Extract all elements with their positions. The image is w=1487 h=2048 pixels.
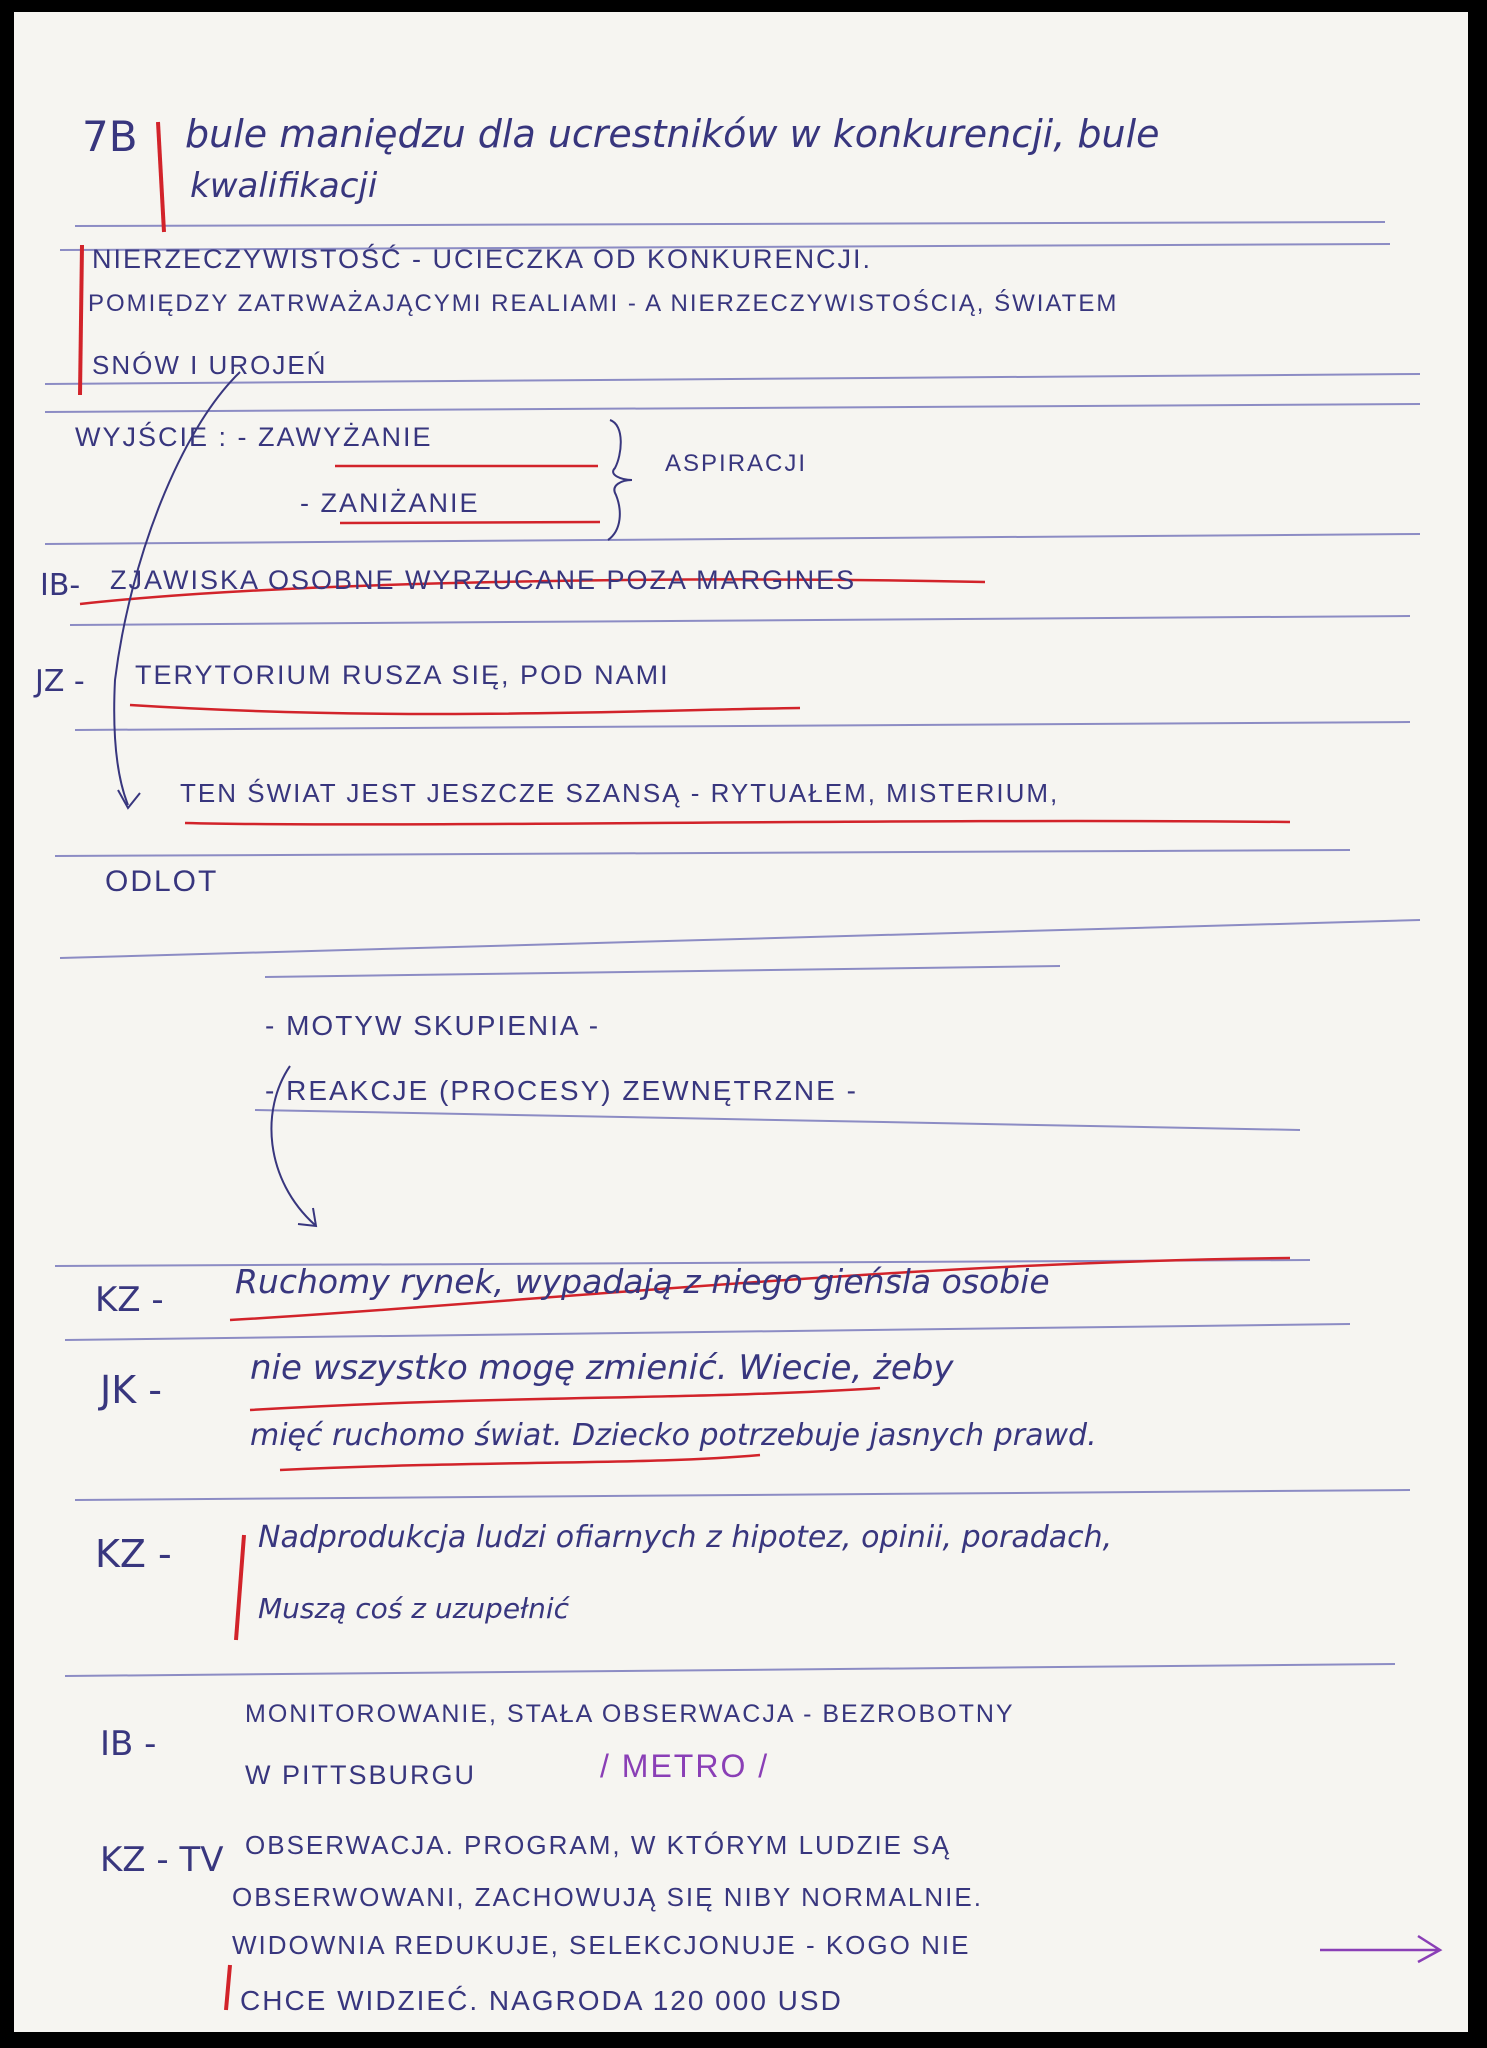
rule-line — [55, 850, 1350, 856]
note-line: MONITOROWANIE, STAŁA OBSERWACJA - BEZROBOTNY — [245, 1700, 1015, 1728]
note-line: SNÓW I UROJEŃ — [92, 350, 328, 380]
note-tag: IB- — [40, 568, 81, 603]
note-line: W PITTSBURGU — [245, 1760, 476, 1790]
rule-line — [65, 1324, 1350, 1340]
note-line: mięć ruchomo świat. Dziecko potrzebuje jasnych prawd. — [250, 1418, 1097, 1453]
metro-note: / METRO / — [600, 1748, 770, 1784]
red-underline — [280, 1455, 760, 1470]
red-margin-bar — [158, 122, 164, 232]
note-line: kwalifikacji — [190, 166, 378, 206]
note-tag: IB - — [100, 1724, 157, 1764]
note-line: OBSERWACJA. PROGRAM, W KTÓRYM LUDZIE SĄ — [245, 1830, 951, 1860]
rule-line — [45, 534, 1420, 544]
note-line: - REAKCJE (PROCESY) ZEWNĘTRZNE - — [265, 1075, 858, 1106]
note-line: TERYTORIUM RUSZA SIĘ, POD NAMI — [135, 660, 670, 690]
note-tag: 7B — [82, 112, 138, 161]
rule-line — [65, 1664, 1395, 1676]
note-line: nie wszystko mogę zmienić. Wiecie, żeby — [250, 1348, 954, 1388]
brace-label: ASPIRACJI — [665, 450, 808, 477]
arrow-head — [118, 790, 140, 808]
note-line: WYJŚCIE : - ZAWYŻANIE — [75, 422, 433, 452]
red-margin-bar — [236, 1535, 244, 1640]
note-tag: KZ - — [95, 1532, 172, 1576]
note-line: POMIĘDZY ZATRWAŻAJĄCYMI REALIAMI - A NIERZECZYWISTOŚCIĄ, ŚWIATEM — [88, 290, 1119, 317]
red-underline — [250, 1388, 880, 1410]
note-tag: KZ - TV — [100, 1840, 224, 1880]
red-margin-bar — [226, 1965, 230, 2010]
note-tag: JK - — [100, 1368, 162, 1412]
red-margin-bar — [80, 245, 82, 395]
rule-line — [70, 616, 1410, 625]
red-underline — [185, 821, 1290, 824]
note-line: - ZANIŻANIE — [300, 488, 480, 518]
rule-line — [45, 404, 1420, 412]
note-line: TEN ŚWIAT JEST JESZCZE SZANSĄ - RYTUAŁEM, MISTERIUM, — [180, 778, 1060, 808]
rule-line — [265, 966, 1060, 977]
brace-symbol — [608, 420, 632, 540]
note-line: CHCE WIDZIEĆ. NAGRODA 120 000 USD — [240, 1985, 843, 2016]
red-underline — [130, 705, 800, 714]
note-line: ZJAWISKA OSOBNE WYRZUCANE POZA MARGINES — [110, 565, 857, 595]
note-line: - MOTYW SKUPIENIA - — [265, 1010, 601, 1041]
note-line: Muszą coś z uzupełnić — [258, 1592, 570, 1625]
note-line: NIERZECZYWISTOŚĆ - UCIECZKA OD KONKURENCJI. — [92, 244, 873, 274]
rule-line — [75, 722, 1410, 730]
rule-line — [255, 1110, 1300, 1130]
note-line: bule maniędzu dla ucrestników w konkurencji, bule — [185, 112, 1160, 156]
note-tag: JZ - — [35, 664, 85, 699]
note-line: Nadprodukcja ludzi ofiarnych z hipotez, opinii, poradach, — [258, 1520, 1113, 1555]
note-line: OBSERWOWANI, ZACHOWUJĄ SIĘ NIBY NORMALNIE. — [232, 1882, 983, 1912]
rule-line — [75, 222, 1385, 226]
note-line: WIDOWNIA REDUKUJE, SELEKCJONUJE - KOGO NIE — [232, 1930, 971, 1960]
rule-line — [60, 920, 1420, 958]
red-underline — [340, 522, 600, 523]
note-tag: KZ - — [95, 1280, 164, 1320]
note-line: Ruchomy rynek, wypadają z niego gieńsla osobie — [235, 1262, 1050, 1301]
rule-line — [75, 1490, 1410, 1500]
purple-arrow — [1320, 1936, 1440, 1962]
note-line: ODLOT — [105, 865, 219, 898]
red-underlines — [80, 466, 1290, 1470]
